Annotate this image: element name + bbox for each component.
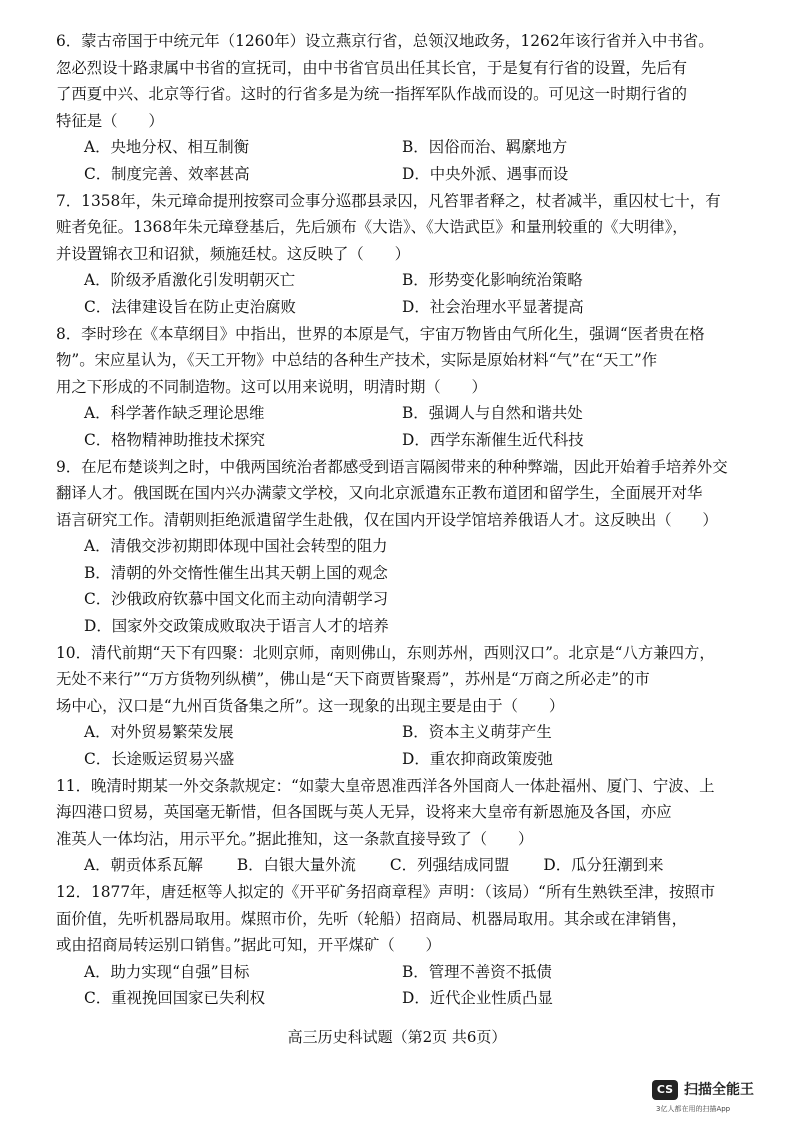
- question-8: [56, 321, 738, 454]
- option-a: A．央地分权、相互制衡: [84, 138, 250, 157]
- question-text-line: 忽必烈设十路隶属中书省的宣抚司，由中书省官员出任其长官，于是复有行省的设置，先后有: [56, 58, 688, 77]
- option-a: A．对外贸易繁荣发展: [84, 723, 234, 742]
- option-b: B．清朝的外交惰性催生出其天朝上国的观念: [84, 563, 388, 582]
- option-b: B．资本主义萌芽产生: [402, 723, 552, 742]
- option-a: A．科学著作缺乏理论思维: [84, 404, 265, 423]
- question-text-line: 11．晚清时期某一外交条款规定：“如蒙大皇帝恩准西洋各外国商人一体赴福州、厦门、宁波、上: [56, 776, 715, 795]
- option-b: B．强调人与自然和谐共处: [402, 404, 583, 423]
- question-text-line: 物”。宋应星认为，《天工开物》中总结的各种生产技术，实际是原始材料“气”在“天工”作: [56, 351, 658, 370]
- option-a: A．助力实现“自强”目标: [84, 962, 250, 981]
- option-c: C．沙俄政府钦慕中国文化而主动向清朝学习: [84, 590, 389, 609]
- question-text-line: 8．李时珍在《本草纲目》中指出，世界的本原是气，宇宙万物皆由气所化生，强调“医者贵在格: [56, 324, 705, 343]
- question-10: [56, 640, 738, 773]
- question-text-line: 海四港口贸易，英国毫无靳惜，但各国既与英人无异，设将来大皇帝有新恩施及各国，亦应: [56, 803, 672, 822]
- question-text-line: 了西夏中兴、北京等行省。这时的行省多是为统一指挥军队作战而设的。可见这一时期行省的: [56, 85, 688, 104]
- question-text-line: 并设置锦衣卫和诏狱，频施廷杖。这反映了（ ）: [56, 244, 410, 263]
- scanner-watermark: [652, 1078, 782, 1118]
- question-text-line: 6．蒙古帝国于中统元年（1260年）设立燕京行省，总领汉地政务，1262年该行省并入中书省。: [56, 32, 714, 50]
- option-d: D．近代企业性质凸显: [402, 989, 553, 1008]
- question-text-line: 赃者免征。1368年朱元璋登基后，先后颁布《大诰》、《大诰武臣》和量刑较重的《大明律》，: [56, 218, 688, 237]
- option-d: D．中央外派、遇事而设: [402, 164, 569, 183]
- option-a: A．清俄交涉初期即体现中国社会转型的阻力: [84, 537, 388, 556]
- question-text-line: 面价值，先听机器局取用。煤照市价，先听（轮船）招商局、机器局取用。其余或在津销售，: [56, 909, 688, 928]
- option-b: B．管理不善资不抵债: [402, 962, 552, 981]
- question-12: [56, 879, 738, 1012]
- option-c: C．格物精神助推技术探究: [84, 430, 266, 449]
- options: [56, 134, 738, 187]
- option-d: D．社会治理水平显著提高: [402, 297, 584, 316]
- option-c: C．重视挽回国家已失利权: [84, 989, 266, 1008]
- option-d: D．西学东渐催生近代科技: [402, 430, 584, 449]
- question-text-line: 或由招商局转运别口销售。”据此可知，开平煤矿（ ）: [56, 936, 441, 955]
- question-9: [56, 454, 738, 640]
- brand-name: 扫描全能王: [684, 1082, 754, 1098]
- option-d: D．国家外交政策成败取决于语言人才的培养: [84, 617, 389, 636]
- question-7: [56, 188, 738, 321]
- question-6: [56, 28, 738, 188]
- options: [56, 719, 738, 772]
- options: [56, 400, 738, 453]
- option-a: A．阶级矛盾激化引发明朝灭亡: [84, 271, 296, 290]
- question-text-line: 翻译人才。俄国既在国内兴办满蒙文学校，又向北京派遣东正教布道团和留学生，全面展开对华: [56, 484, 703, 503]
- option-c: C．长途贩运贸易兴盛: [84, 750, 235, 769]
- options: [56, 267, 738, 320]
- option-b: B．因俗而治、羁縻地方: [402, 138, 568, 157]
- options: [56, 852, 738, 879]
- brand-tagline: 3亿人都在用的扫描App: [656, 1105, 731, 1113]
- option-c: C．列强结成同盟: [389, 856, 510, 875]
- option-c: C．法律建设旨在防止吏治腐败: [84, 297, 296, 316]
- question-text-line: 12．1877年，唐廷枢等人拟定的《开平矿务招商章程》声明：（该局）“所有生熟铁至津，按照市: [56, 883, 716, 901]
- options: [56, 533, 738, 639]
- options: [56, 959, 738, 1012]
- question-text-line: 用之下形成的不同制造物。这可以用来说明，明清时期（ ）: [56, 377, 487, 396]
- question-text-line: 无处不来行”“万方货物列纵横”，佛山是“天下商贾皆聚焉”，苏州是“万商之所必走”的市: [56, 670, 650, 689]
- camscanner-logo-icon: CS: [652, 1080, 678, 1100]
- question-text-line: 10．清代前期“天下有四聚：北则京师，南则佛山，东则苏州，西则汉口”。北京是“八方兼四方，: [56, 643, 715, 662]
- question-text-line: 特征是（ ）: [56, 111, 164, 130]
- exam-page: [56, 28, 738, 1012]
- question-text-line: 准英人一体均沾，用示平允。”据此推知，这一条款直接导致了（ ）: [56, 829, 534, 848]
- option-b: B．形势变化影响统治策略: [402, 271, 583, 290]
- option-d: D．瓜分狂潮到来: [543, 856, 664, 875]
- question-text-line: 9．在尼布楚谈判之时，中俄两国统治者都感受到语言隔阂带来的种种弊端，因此开始着手培养外交: [56, 457, 728, 476]
- option-c: C．制度完善、效率甚高: [84, 164, 250, 183]
- option-b: B．白银大量外流: [236, 856, 356, 875]
- question-text-line: 7．1358年，朱元璋命提刑按察司佥事分巡郡县录囚，凡笞罪者释之，杖者减半，重囚杖七十，有: [56, 191, 721, 210]
- page-footer: 高三历史科试题（第2页 共6页）: [287, 1028, 507, 1046]
- question-11: [56, 773, 738, 879]
- question-text-line: 语言研究工作。清朝则拒绝派遣留学生赴俄，仅在国内开设学馆培养俄语人才。这反映出（ ）: [56, 510, 718, 529]
- question-text-line: 场中心，汉口是“九州百货备集之所”。这一现象的出现主要是由于（ ）: [56, 696, 565, 715]
- option-d: D．重农抑商政策废弛: [402, 750, 553, 769]
- option-a: A．朝贡体系瓦解: [84, 856, 203, 875]
